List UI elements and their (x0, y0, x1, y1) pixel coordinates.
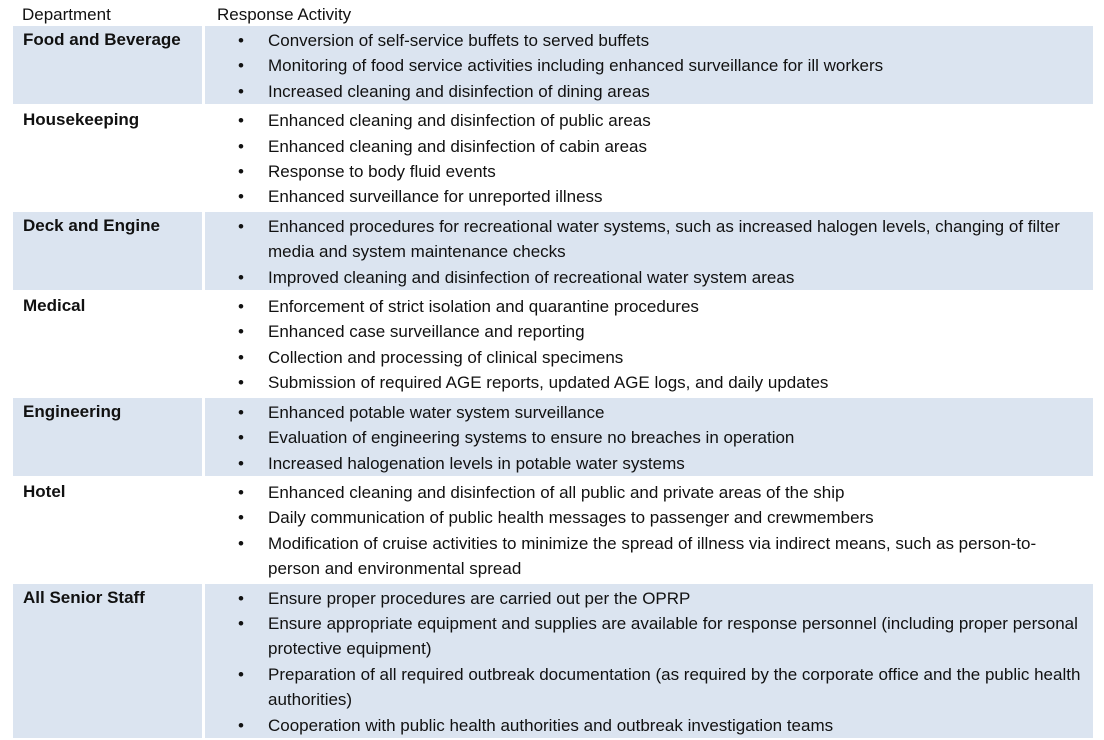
list-item (205, 28, 1093, 53)
bullet-icon: • (238, 482, 244, 502)
department-cell: Housekeeping (13, 106, 205, 212)
activity-cell (205, 478, 1093, 584)
list-item (205, 505, 1093, 530)
activity-text: Enhanced cleaning and disinfection of cabin areas (268, 136, 647, 156)
bullet-icon: • (238, 664, 244, 684)
list-item (205, 480, 1093, 505)
bullet-icon: • (238, 715, 244, 735)
activity-text: Evaluation of engineering systems to ensure no breaches in operation (268, 428, 795, 448)
bullet-icon: • (238, 187, 244, 207)
activity-list (205, 478, 1093, 582)
bullet-icon: • (238, 297, 244, 317)
bullet-icon: • (238, 111, 244, 131)
activity-text: Enhanced surveillance for unreported illness (268, 187, 603, 207)
list-item (205, 134, 1093, 159)
activity-list (205, 584, 1093, 738)
table-row (13, 584, 1093, 740)
bullet-icon: • (238, 402, 244, 422)
bullet-icon: • (238, 347, 244, 367)
bullet-icon: • (238, 428, 244, 448)
list-item (205, 370, 1093, 395)
bullet-icon: • (238, 162, 244, 182)
activity-text: Collection and processing of clinical specimens (268, 347, 624, 367)
activity-cell (205, 292, 1093, 398)
activity-cell (205, 398, 1093, 478)
activity-list (205, 398, 1093, 476)
bullet-icon: • (238, 216, 244, 236)
activity-cell (205, 212, 1093, 292)
response-activity-column-header: Response Activity (217, 5, 352, 24)
bullet-icon: • (238, 136, 244, 156)
activity-text: Conversion of self-service buffets to served buffets (268, 31, 650, 50)
table-row (13, 398, 1093, 478)
bullet-icon: • (238, 31, 244, 50)
list-item (205, 265, 1093, 290)
bullet-icon: • (238, 267, 244, 287)
table-row (13, 106, 1093, 212)
table-row (13, 292, 1093, 398)
activity-text: Monitoring of food service activities including enhanced surveillance for ill workers (268, 56, 884, 76)
bullet-icon: • (238, 56, 244, 76)
list-item (205, 713, 1093, 738)
department-column-header: Department (22, 5, 111, 24)
activity-list (205, 106, 1093, 210)
list-item (205, 451, 1093, 476)
activity-list (205, 292, 1093, 396)
table-body (13, 26, 1093, 740)
activity-text: Ensure proper procedures are carried out per the OPRP (268, 588, 691, 608)
activity-text: Ensure appropriate equipment and supplies are available for response personnel (including proper personal protective equipment) (268, 613, 1078, 659)
department-cell: Hotel (13, 478, 205, 584)
activity-cell (205, 584, 1093, 740)
list-item (205, 586, 1093, 611)
bullet-icon: • (238, 613, 244, 633)
activity-text: Submission of required AGE reports, updated AGE logs, and daily updates (268, 373, 829, 393)
bullet-icon: • (238, 588, 244, 608)
table-header (0, 2, 1104, 26)
list-item (205, 53, 1093, 78)
list-item (205, 400, 1093, 425)
department-cell: Medical (13, 292, 205, 398)
list-item (205, 108, 1093, 133)
activity-text: Enhanced cleaning and disinfection of all public and private areas of the ship (268, 482, 845, 502)
table-row (13, 26, 1093, 106)
list-item (205, 214, 1093, 265)
activity-text: Enhanced cleaning and disinfection of public areas (268, 111, 651, 131)
list-item (205, 184, 1093, 209)
activity-text: Enhanced case surveillance and reporting (268, 322, 585, 342)
list-item (205, 159, 1093, 184)
bullet-icon: • (238, 322, 244, 342)
activity-text: Increased cleaning and disinfection of dining areas (268, 81, 650, 101)
bullet-icon: • (238, 508, 244, 528)
bullet-icon: • (238, 373, 244, 393)
response-activity-table (13, 26, 1093, 740)
activity-text: Daily communication of public health messages to passenger and crewmembers (268, 508, 874, 528)
activity-list (205, 212, 1093, 290)
table-row (13, 212, 1093, 292)
activity-text: Enhanced potable water system surveillance (268, 402, 605, 422)
activity-cell (205, 26, 1093, 106)
list-item (205, 319, 1093, 344)
list-item (205, 531, 1093, 582)
activity-list (205, 26, 1093, 104)
list-item (205, 662, 1093, 713)
bullet-icon: • (238, 81, 244, 101)
list-item (205, 294, 1093, 319)
list-item (205, 345, 1093, 370)
activity-text: Preparation of all required outbreak documentation (as required by the corporate office and the public health authorities) (268, 664, 1081, 710)
department-cell: Deck and Engine (13, 212, 205, 292)
table-row (13, 478, 1093, 584)
activity-cell (205, 106, 1093, 212)
department-cell: Food and Beverage (13, 26, 205, 106)
list-item (205, 611, 1093, 662)
department-cell: Engineering (13, 398, 205, 478)
bullet-icon: • (238, 533, 244, 553)
bullet-icon: • (238, 453, 244, 473)
activity-text: Enhanced procedures for recreational water systems, such as increased halogen levels, changing of filter media and system maintenance checks (268, 216, 1060, 262)
activity-text: Enforcement of strict isolation and quarantine procedures (268, 297, 699, 317)
department-cell: All Senior Staff (13, 584, 205, 740)
activity-text: Modification of cruise activities to minimize the spread of illness via indirect means, such as person-to-person and environmental spread (268, 533, 1037, 579)
list-item (205, 425, 1093, 450)
activity-text: Increased halogenation levels in potable water systems (268, 453, 685, 473)
activity-text: Response to body fluid events (268, 162, 496, 182)
list-item (205, 79, 1093, 104)
activity-text: Cooperation with public health authorities and outbreak investigation teams (268, 715, 834, 735)
activity-text: Improved cleaning and disinfection of recreational water system areas (268, 267, 795, 287)
